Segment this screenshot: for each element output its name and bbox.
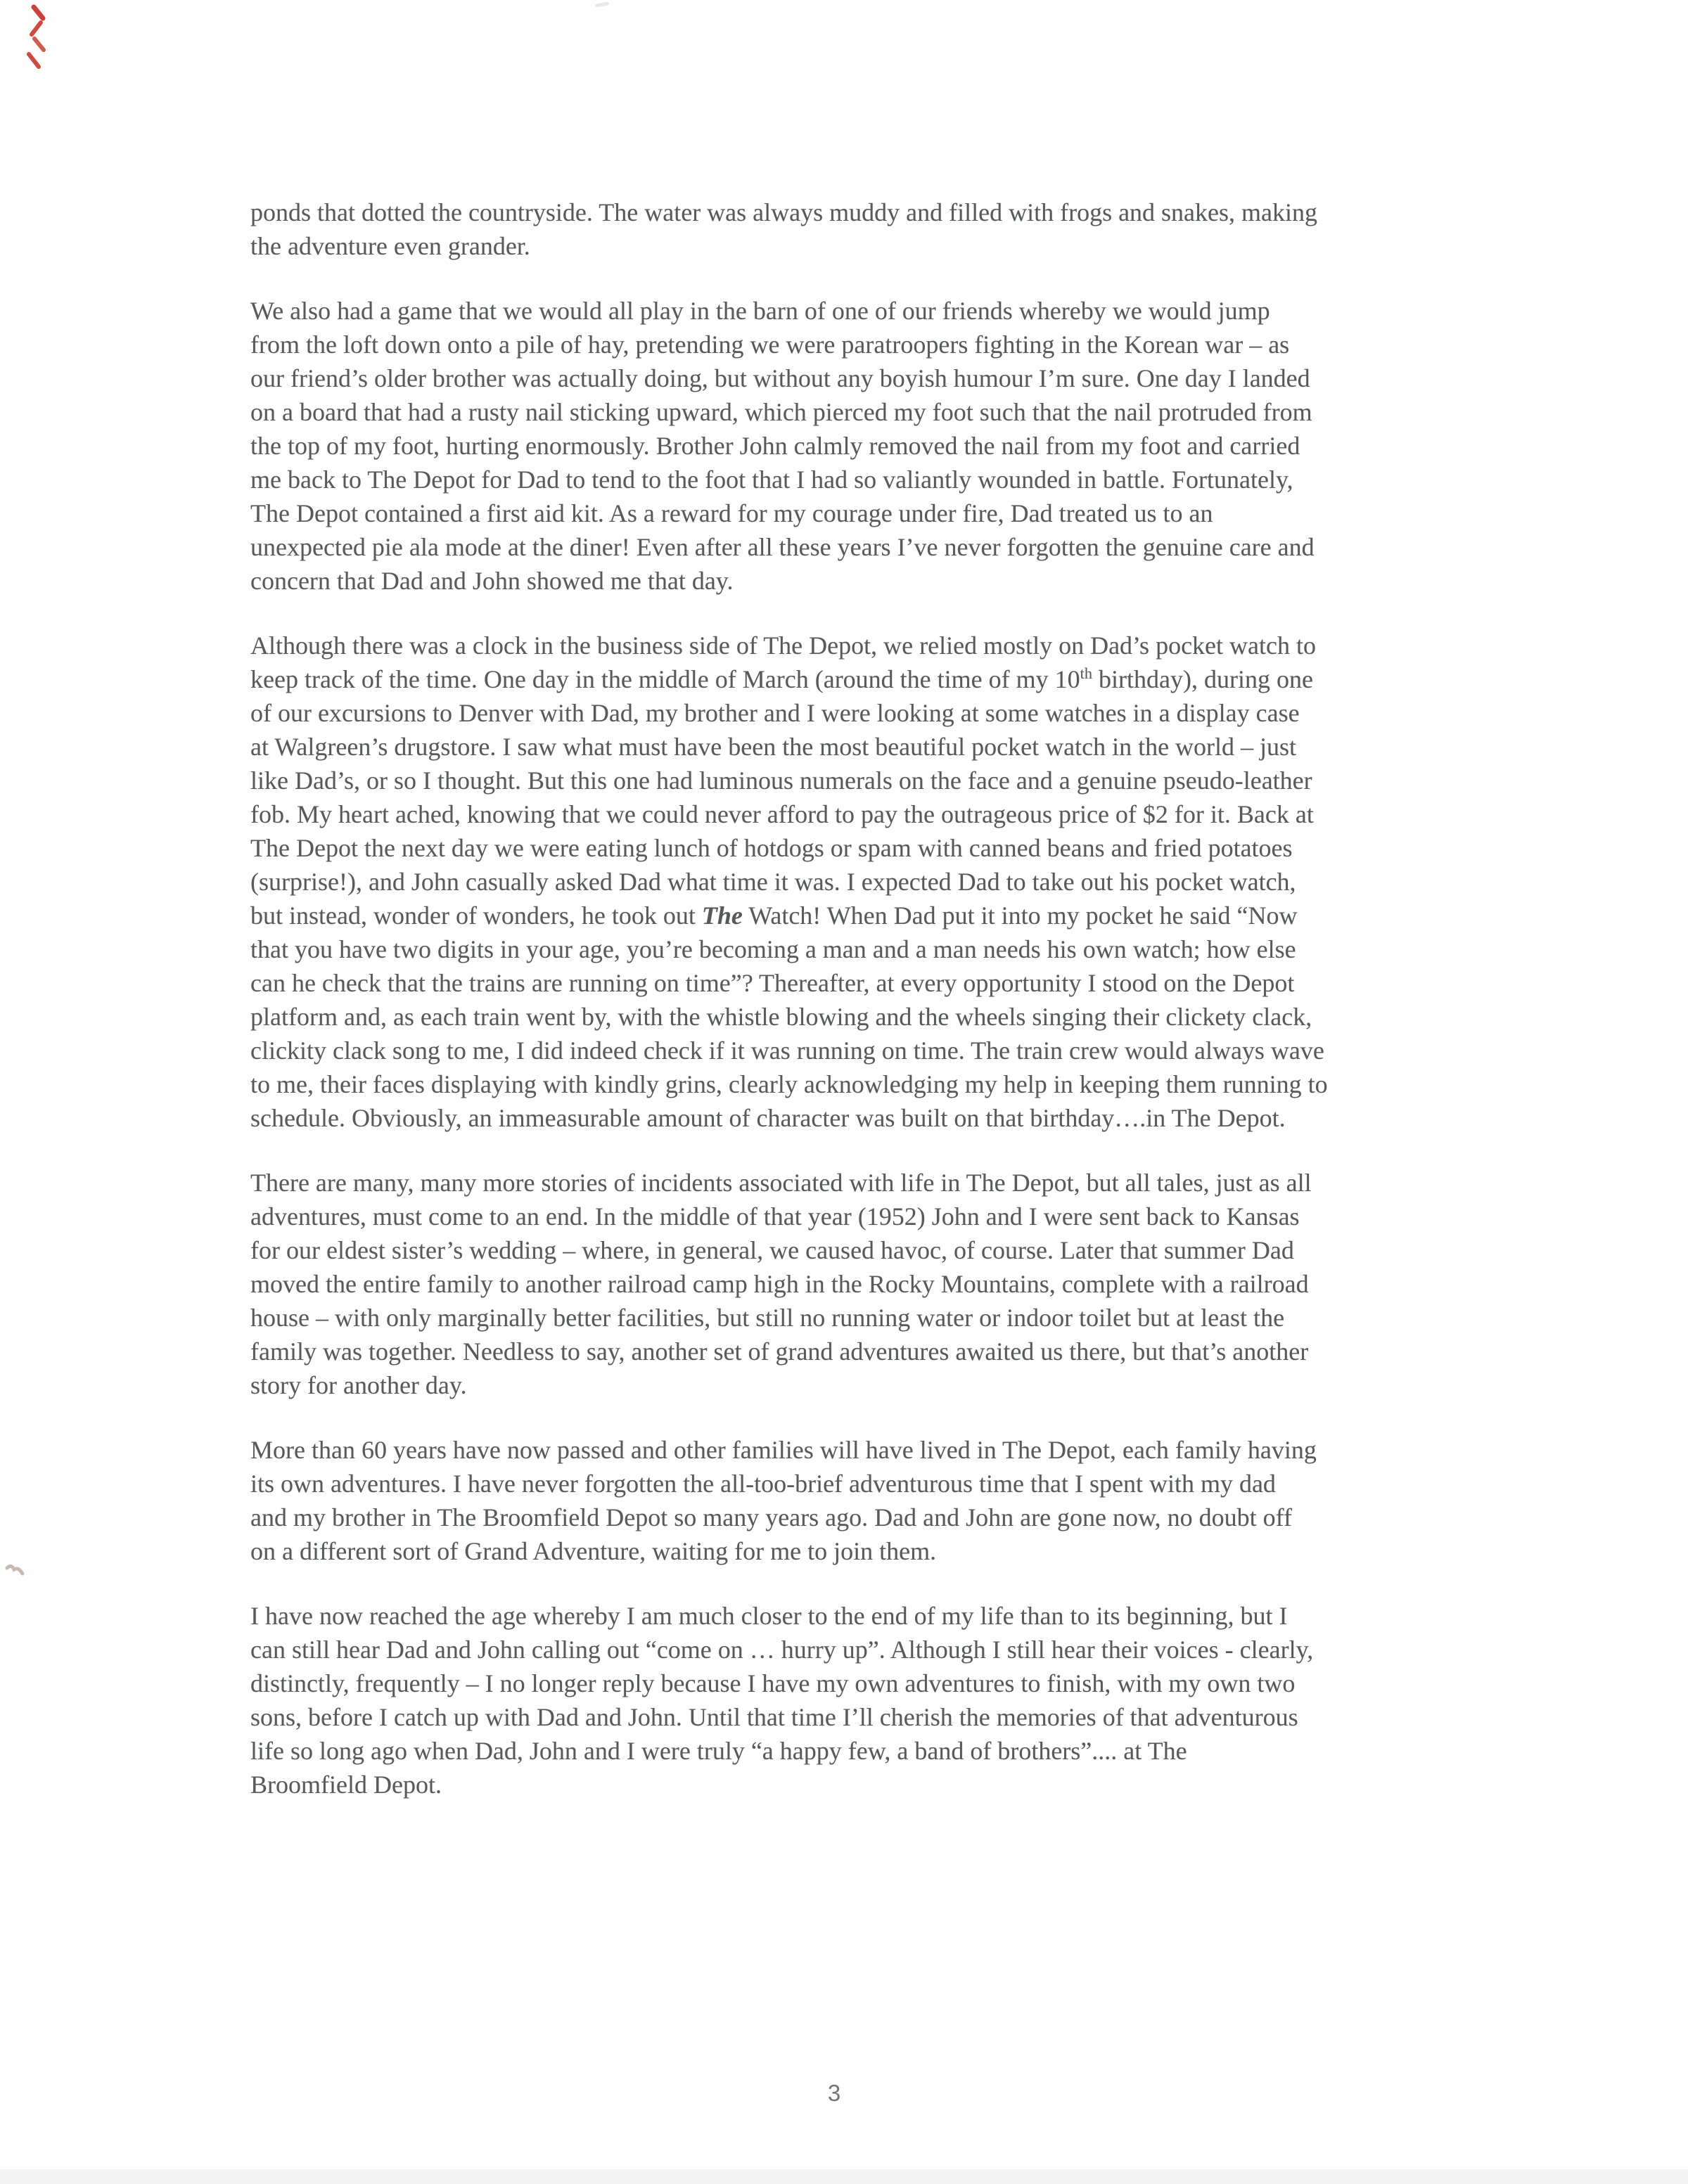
text-line: ponds that dotted the countryside. The water was always muddy and filled with frogs and snakes, making	[250, 198, 1318, 226]
text-line	[250, 665, 1313, 693]
superscript-ordinal: th	[1080, 664, 1092, 682]
text-line: the adventure even grander.	[250, 232, 530, 260]
text-line: Although there was a clock in the business side of The Depot, we relied mostly on Dad’s pocket watch to	[250, 631, 1316, 660]
paragraph-1	[250, 195, 1460, 263]
text-line: There are many, many more stories of incidents associated with life in The Depot, but all tales, just as all	[250, 1169, 1312, 1197]
text-line: adventures, must come to an end. In the middle of that year (1952) John and I were sent back to Kansas	[250, 1202, 1300, 1231]
text-line: I have now reached the age whereby I am much closer to the end of my life than to its beginning, but I	[250, 1602, 1288, 1630]
paragraph-2	[250, 294, 1460, 598]
body-text	[250, 195, 1460, 1832]
text-line: More than 60 years have now passed and other families will have lived in The Depot, each family having	[250, 1436, 1317, 1464]
paragraph-4	[250, 1166, 1460, 1402]
text-line: (surprise!), and John casually asked Dad what time it was. I expected Dad to take out his pocket watch,	[250, 868, 1296, 896]
text-line: our friend’s older brother was actually doing, but without any boyish humour I’m sure. One day I landed	[250, 364, 1310, 392]
paragraph-6	[250, 1599, 1460, 1801]
text-line: for our eldest sister’s wedding – where, in general, we caused havoc, of course. Later that summer Dad	[250, 1236, 1294, 1264]
line-segment: birthday), during one	[1092, 665, 1313, 693]
text-line: and my brother in The Broomfield Depot so many years ago. Dad and John are gone now, no doubt off	[250, 1503, 1293, 1531]
text-line	[250, 901, 1297, 930]
text-line: on a board that had a rusty nail sticking upward, which pierced my foot such that the nail protruded from	[250, 398, 1312, 426]
text-line: its own adventures. I have never forgotten the all-too-brief adventurous time that I spent with my dad	[250, 1470, 1276, 1498]
text-line: We also had a game that we would all play in the barn of one of our friends whereby we would jump	[250, 297, 1270, 325]
line-segment: Watch! When Dad put it into my pocket he said “Now	[742, 901, 1298, 930]
text-line: that you have two digits in your age, you’re becoming a man and a man needs his own watch; how else	[250, 935, 1296, 963]
text-line: The Depot the next day we were eating lunch of hotdogs or spam with canned beans and fried potatoes	[250, 834, 1293, 862]
text-line: from the loft down onto a pile of hay, pretending we were paratroopers fighting in the Korean war – as	[250, 330, 1290, 359]
text-line: story for another day.	[250, 1371, 467, 1399]
paragraph-5	[250, 1433, 1460, 1568]
text-line: concern that Dad and John showed me that day.	[250, 567, 734, 595]
line-segment: but instead, wonder of wonders, he took out	[250, 901, 702, 930]
text-line: like Dad’s, or so I thought. But this one had luminous numerals on the face and a genuine pseudo-leather	[250, 766, 1312, 795]
text-line: schedule. Obviously, an immeasurable amount of character was built on that birthday….in The Depot.	[250, 1104, 1286, 1132]
text-line: The Depot contained a first aid kit. As a reward for my courage under fire, Dad treated us to an	[250, 499, 1213, 527]
text-line: can he check that the trains are running on time”? Thereafter, at every opportunity I stood on the Depot	[250, 969, 1295, 997]
top-edge-smudge	[595, 1, 610, 7]
text-line: at Walgreen’s drugstore. I saw what must have been the most beautiful pocket watch in the world – just	[250, 733, 1297, 761]
left-margin-smudge	[3, 1561, 31, 1582]
text-line: the top of my foot, hurting enormously. Brother John calmly removed the nail from my foot and carried	[250, 432, 1300, 460]
paragraph-3	[250, 629, 1460, 1135]
text-line: clickity clack song to me, I did indeed check if it was running on time. The train crew would always wave	[250, 1036, 1324, 1065]
text-line: house – with only marginally better facilities, but still no running water or indoor toilet but at least the	[250, 1304, 1285, 1332]
text-line: Broomfield Depot.	[250, 1771, 442, 1799]
text-line: distinctly, frequently – I no longer reply because I have my own adventures to finish, with my own two	[250, 1669, 1296, 1697]
text-line: of our excursions to Denver with Dad, my brother and I were looking at some watches in a display case	[250, 699, 1300, 727]
text-line: unexpected pie ala mode at the diner! Even after all these years I’ve never forgotten the genuine care and	[250, 533, 1315, 561]
emphasized-the: The	[701, 901, 743, 930]
text-line: can still hear Dad and John calling out “come on … hurry up”. Although I still hear their voices - clearly,	[250, 1636, 1314, 1664]
text-line: family was together. Needless to say, another set of grand adventures awaited us there, but that’s another	[250, 1337, 1309, 1366]
page-number: 3	[827, 2080, 841, 2106]
text-line: life so long ago when Dad, John and I were truly “a happy few, a band of brothers”.... at The	[250, 1737, 1187, 1765]
text-line: platform and, as each train went by, with the whistle blowing and the wheels singing their clickety clack,	[250, 1003, 1312, 1031]
text-line: fob. My heart ached, knowing that we could never afford to pay the outrageous price of $2 for it. Back at	[250, 800, 1314, 828]
red-scan-marks	[10, 1, 59, 79]
text-line: to me, their faces displaying with kindly grins, clearly acknowledging my help in keeping them running to	[250, 1070, 1328, 1098]
text-line: me back to The Depot for Dad to tend to the foot that I had so valiantly wounded in battle. Fortunately,	[250, 465, 1293, 494]
line-segment: keep track of the time. One day in the middle of March (around the time of my 10	[250, 665, 1080, 693]
text-line: on a different sort of Grand Adventure, waiting for me to join them.	[250, 1537, 937, 1565]
bottom-scan-band	[0, 2169, 1688, 2184]
text-line: moved the entire family to another railroad camp high in the Rocky Mountains, complete with a railroad	[250, 1270, 1309, 1298]
text-line: sons, before I catch up with Dad and John. Until that time I’ll cherish the memories of that adventurous	[250, 1703, 1298, 1731]
